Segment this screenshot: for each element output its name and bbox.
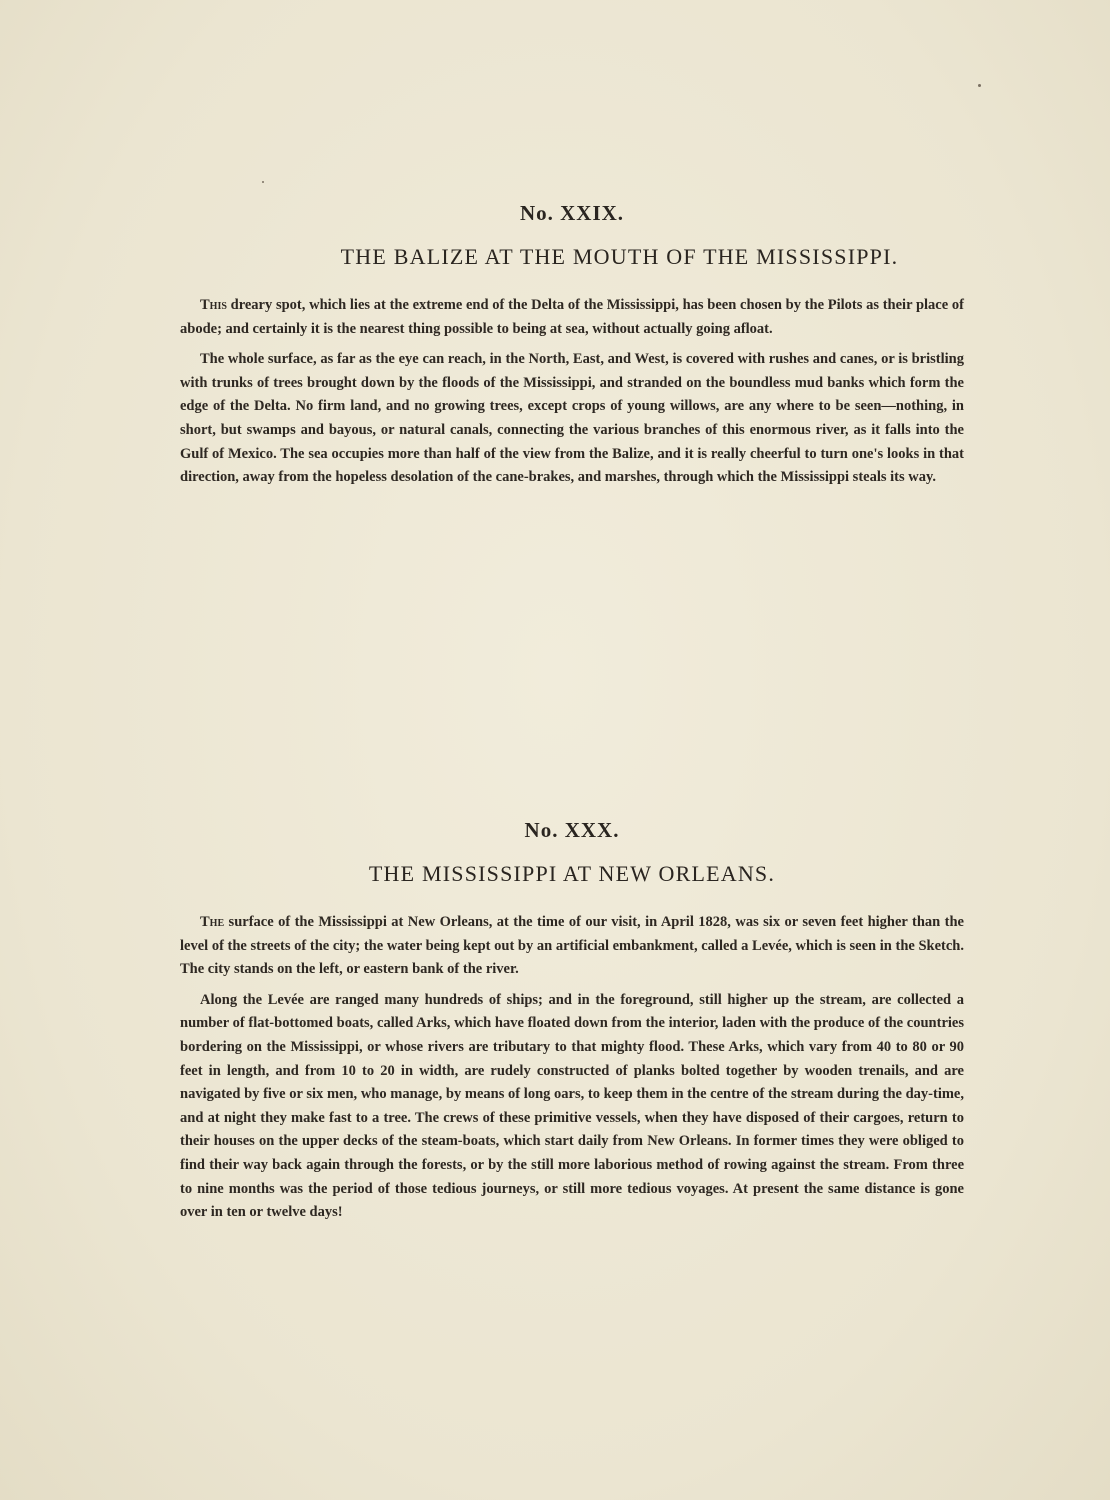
paragraph (180, 348, 964, 490)
section-title: THE BALIZE AT THE MOUTH OF THE MISSISSIPPI. (340, 244, 899, 269)
section-body (180, 911, 964, 1225)
paper-speck (262, 181, 264, 183)
paragraph (180, 989, 964, 1225)
paper-speck (978, 84, 981, 87)
section-number: No. XXIX. (519, 201, 625, 225)
paragraph-lead-word: This (200, 297, 227, 313)
paragraph-text: dreary spot, which lies at the extreme end of the Delta of the Mississippi, has been chosen by the Pilots as their place of abode; and certainly it is the nearest thing possible to being at sea, without actually going afloat. (180, 297, 964, 337)
section-xxx (180, 815, 964, 1232)
paragraph-lead-word: The (200, 914, 225, 930)
section-title: THE MISSISSIPPI AT NEW ORLEANS. (368, 861, 776, 886)
section-xxix (180, 198, 964, 497)
paragraph-text: Along the Levée are ranged many hundreds of ships; and in the foreground, still higher up the stream, are collected a number of flat-bottomed boats, called Arks, which have floated down from the interior, laden with the produce of the countries bordering on the Mississippi, or whose rivers are tributary to that mighty flood. These Arks, which vary from 40 to 80 or 90 feet in length, and from 10 to 20 in width, are rudely constructed of planks bolted together by wooden trenails, and are navigated by five or six men, who manage, by means of long oars, to keep them in the centre of the stream during the day-time, and at night they make fast to a tree. The crews of these primitive vessels, when they have disposed of their cargoes, return to their houses on the upper decks of the steam-boats, which start daily from New Orleans. In former times they were obliged to find their way back again through the forests, or by the still more laborious method of rowing against the stream. From three to nine months was the period of those tedious journeys, or still more tedious voyages. At present the same distance is gone over in ten or twelve days! (180, 991, 964, 1221)
paragraph-text: surface of the Mississippi at New Orleans, at the time of our visit, in April 1828, was six or seven feet higher than the level of the streets of the city; the water being kept out by an artificial embankment, called a Levée, which is seen in the Sketch. The city stands on the left, or eastern bank of the river. (180, 914, 964, 978)
section-number: No. XXX. (524, 818, 620, 842)
paragraph-text: The whole surface, as far as the eye can reach, in the North, East, and West, is covered with rushes and canes, or is bristling with trunks of trees brought down by the floods of the Mississippi, and stranded on the boundless mud banks which form the edge of the Delta. No firm land, and no growing trees, except crops of young willows, are any where to be seen—nothing, in short, but swamps and bayous, or natural canals, connecting the various branches of this enormous river, as it falls into the Gulf of Mexico. The sea occupies more than half of the view from the Balize, and it is really cheerful to turn one's looks in that direction, away from the hopeless desolation of the cane-brakes, and marshes, through which the Mississippi steals its way. (180, 351, 964, 486)
paragraph (180, 911, 964, 982)
section-body (180, 294, 964, 490)
paragraph (180, 294, 964, 341)
